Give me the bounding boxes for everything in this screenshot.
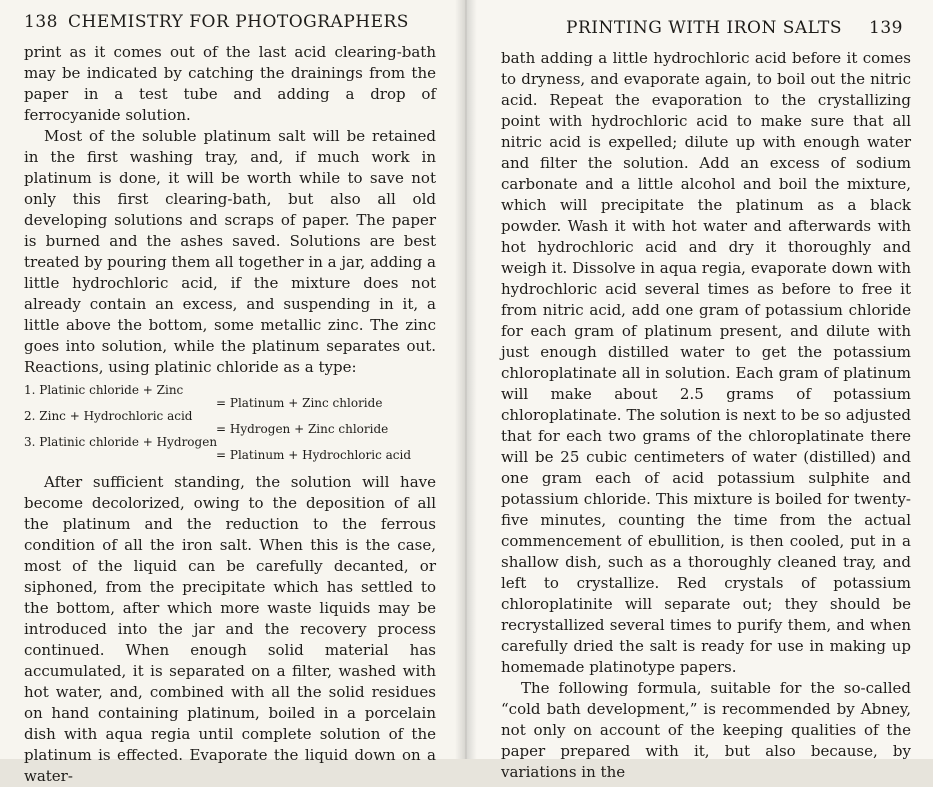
page-number: 138 (24, 12, 58, 32)
reaction-products: = Platinum + Hydrochloric acid (216, 448, 412, 462)
paragraph: bath adding a little hydrochloric acid before it comes to dryness, and evaporate again, to boil out the nitric acid. Repeat the evaporation to the crystallizing point with hydrochloric acid to make sure that all nitric acid is expelled; dilute up with enough water and filter the solution. Add an excess of sodium carbonate and a little alcohol and boil the mixture, which will precipitate the platinum as a black powder. Wash it with hot water and afterwards with hot hydrochloric acid and dry it thoroughly and weigh it. Dissolve in aqua regia, evaporate down with hydrochloric acid several times as before to free it from nitric acid, add one gram of potassium chloride for each gram of platinum present, and dilute with just enough distilled water to get the potassium chloroplatinate all in solution. Each gram of platinum will make about 2.5 grams of potassium chloroplatinate. The solution is next to be so adjusted that for each two grams of the chloroplatinate there will be 25 cubic centimeters of water (distilled) and one gram each of acid potassium sulphite and potassium chloride. This mixture is boiled for twenty-five minutes, counting the time from the actual commencement of ebullition, is then cooled, put in a shallow dish, such as a thoroughly cleaned tray, and left to crystallize. Red crystals of potassium chloroplatinite will separate out; they should be recrystallized several times to purify them, and when carefully dried the salt is ready for use in making up homemade platinotype papers. (501, 49, 911, 676)
reaction-list (24, 384, 436, 462)
right-page (466, 0, 933, 781)
paragraph: print as it comes out of the last acid clearing-bath may be indicated by catching the drainings from the paper in a test tube and adding a drop of ferrocyanide solution. (24, 43, 436, 124)
running-head: PRINTING WITH IRON SALTS (566, 18, 843, 38)
reaction-reactants: 1. Platinic chloride + Zinc (24, 383, 184, 397)
paragraph: After sufficient standing, the solution will have become decolorized, owing to the deposition of all the platinum and the reduction to the ferrous condition of all the iron salt. When this is the case, most of the liquid can be carefully decanted, or siphoned, from the precipitate which has settled to the bottom, after which more waste liquids may be introduced into the jar and the recovery process continued. When enough solid material has accumulated, it is separated on a filter, washed with hot water, and, combined with all the solid residues on hand containing platinum, boiled in a porcelain dish with aqua regia until complete solution of the platinum is effected. Evaporate the liquid down on a water- (24, 473, 436, 785)
paragraph: The following formula, suitable for the so-called “cold bath development,” is recommended by Abney, not only on account of the keeping qualities of the paper prepared with it, but also because, by variations in the (501, 679, 911, 781)
page-body (24, 42, 436, 787)
reaction-reactants: 3. Platinic chloride + Hydrogen (24, 435, 218, 449)
reaction-products: = Platinum + Zinc chloride (216, 396, 383, 410)
reaction-reactants: 2. Zinc + Hydrochloric acid (24, 409, 193, 423)
page-number: 139 (869, 18, 903, 38)
book-gutter (455, 0, 477, 759)
left-page (0, 0, 466, 785)
running-head: CHEMISTRY FOR PHOTOGRAPHERS (68, 12, 409, 32)
page-body (501, 48, 911, 783)
reaction-products: = Hydrogen + Zinc chloride (216, 422, 389, 436)
paragraph: Most of the soluble platinum salt will be retained in the first washing tray, and, if much work in platinum is done, it will be worth while to save not only this first clearing-bath, but also all old developing solutions and scraps of paper. The paper is burned and the ashes saved. Solutions are best treated by pouring them all together in a jar, adding a little hydrochloric acid, if the mixture does not already contain an excess, and suspending in it, a little above the bottom, some metallic zinc. The zinc goes into solution, while the platinum separates out. Reactions, using platinic chloride as a type: (24, 127, 436, 376)
